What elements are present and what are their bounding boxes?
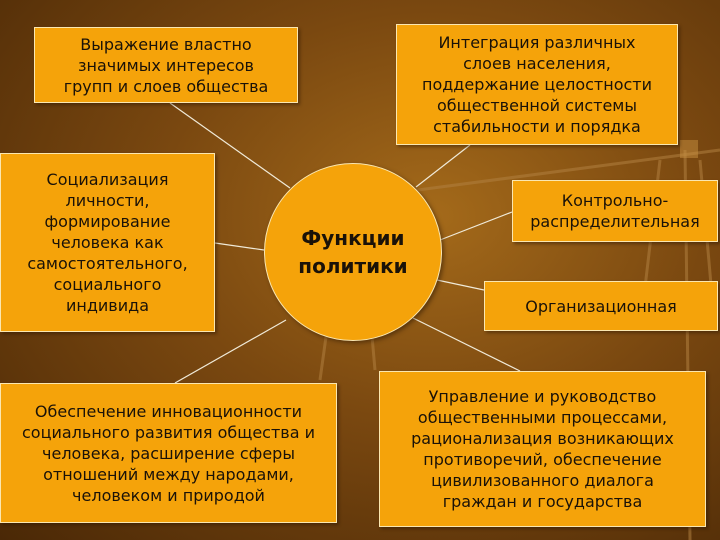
box-management-line: противоречий, обеспечение [423, 450, 662, 469]
box-control-line: распределительная [530, 212, 700, 231]
box-socialization-line: индивида [65, 296, 149, 315]
box-interests-line: Выражение властно [80, 34, 252, 54]
box-integration-line: стабильности и порядка [433, 117, 641, 136]
box-organizational-line: Организационная [525, 296, 677, 316]
box-integration [396, 24, 678, 145]
box-innovation-line: социального развития общества и [22, 422, 315, 442]
box-socialization [0, 153, 215, 332]
center-circle [264, 163, 442, 341]
connector-socialization [215, 243, 264, 250]
box-control-line: Контрольно- [561, 191, 669, 210]
box-socialization-line: человека как [51, 233, 164, 252]
box-innovation-line: человеком и природой [72, 485, 265, 505]
box-socialization-line: личности, [65, 191, 150, 210]
box-management-line: общественными процессами, [417, 408, 668, 427]
box-socialization-line: формирование [44, 212, 171, 231]
box-organizational [484, 281, 718, 331]
box-control [512, 180, 718, 242]
box-management [379, 371, 706, 527]
box-integration-line: слоев населения, [463, 54, 611, 73]
box-integration-line: общественной системы [436, 96, 637, 115]
box-interests-line: значимых интересов [78, 55, 254, 75]
box-management-line: рационализация возникающих [411, 429, 674, 448]
connector-control [440, 212, 512, 240]
box-socialization-line: самостоятельного, [27, 254, 188, 273]
connector-organizational [437, 280, 484, 290]
box-innovation-line: отношений между народами, [43, 464, 294, 484]
box-socialization-line: социального [53, 275, 162, 294]
box-management-line: Управление и руководство [428, 387, 657, 406]
box-interests [34, 27, 298, 103]
box-management-line: цивилизованного диалога [431, 471, 654, 490]
box-integration-line: поддержание целостности [421, 75, 652, 94]
center-title-line: Функции [301, 226, 405, 250]
center-title-line: политики [298, 254, 408, 278]
box-innovation-line: Обеспечение инновационности [34, 401, 303, 421]
box-management-line: граждан и государства [442, 492, 643, 511]
connector-integration [416, 145, 470, 187]
box-integration-line: Интеграция различных [438, 33, 636, 52]
box-socialization-line: Социализация [46, 170, 169, 189]
box-innovation-line: человека, расширение сферы [42, 443, 295, 463]
box-interests-line: групп и слоев общества [63, 76, 269, 96]
box-innovation [0, 383, 337, 523]
